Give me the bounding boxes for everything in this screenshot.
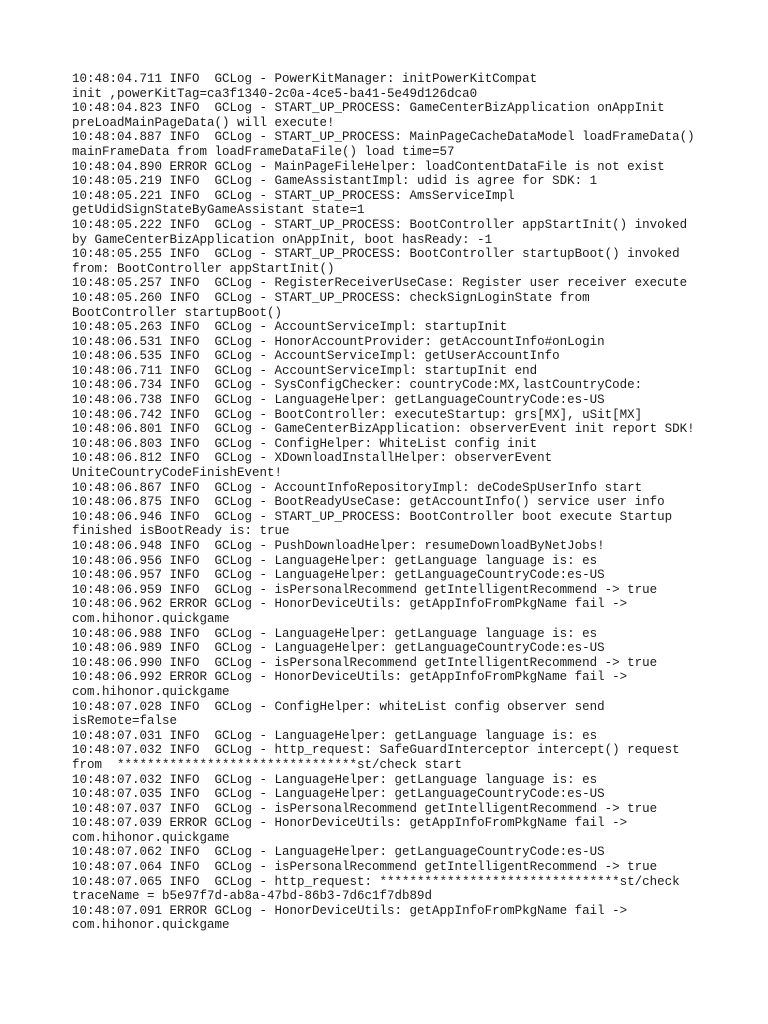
log-line: com.hihonor.quickgame — [72, 830, 230, 845]
log-line: 10:48:06.989 INFO GCLog - LanguageHelper: getLanguageCountryCode:es-US — [72, 641, 605, 656]
log-line: 10:48:07.031 INFO GCLog - LanguageHelper: getLanguage language is: es — [72, 728, 598, 743]
log-line: 10:48:07.064 INFO GCLog - isPersonalRecommend getIntelligentRecommend -> true — [72, 860, 658, 875]
log-line: 10:48:05.263 INFO GCLog - AccountServiceImpl: startupInit — [72, 320, 508, 335]
log-line: 10:48:06.875 INFO GCLog - BootReadyUseCase: getAccountInfo() service user info — [72, 495, 665, 510]
log-line: 10:48:06.742 INFO GCLog - BootController: executeStartup: grs[MX], uSit[MX] — [72, 407, 643, 422]
log-line: 10:48:06.962 ERROR GCLog - HonorDeviceUtils: getAppInfoFromPkgName fail -> — [72, 597, 628, 612]
log-line: 10:48:06.957 INFO GCLog - LanguageHelper: getLanguageCountryCode:es-US — [72, 568, 605, 583]
log-line: 10:48:06.867 INFO GCLog - AccountInfoRepositoryImpl: deCodeSpUserInfo start — [72, 480, 643, 495]
log-line: 10:48:05.219 INFO GCLog - GameAssistantImpl: udid is agree for SDK: 1 — [72, 174, 598, 189]
log-line: 10:48:06.535 INFO GCLog - AccountServiceImpl: getUserAccountInfo — [72, 349, 560, 364]
log-line: 10:48:05.222 INFO GCLog - START_UP_PROCESS: BootController appStartInit() invoked — [72, 217, 688, 232]
log-line: 10:48:04.887 INFO GCLog - START_UP_PROCESS: MainPageCacheDataModel loadFrameData() — [72, 130, 695, 145]
log-line: 10:48:05.260 INFO GCLog - START_UP_PROCESS: checkSignLoginState from — [72, 290, 590, 305]
log-line: 10:48:05.257 INFO GCLog - RegisterReceiverUseCase: Register user receiver execute — [72, 276, 688, 291]
log-line: 10:48:04.823 INFO GCLog - START_UP_PROCESS: GameCenterBizApplication onAppInit — [72, 101, 665, 116]
log-line: com.hihonor.quickgame — [72, 611, 230, 626]
log-line: getUdidSignStateByGameAssistant state=1 — [72, 203, 365, 218]
log-line: com.hihonor.quickgame — [72, 684, 230, 699]
log-line: 10:48:06.531 INFO GCLog - HonorAccountProvider: getAccountInfo#onLogin — [72, 334, 605, 349]
log-line: traceName = b5e97f7d-ab8a-47bd-86b3-7d6c1f7db89d — [72, 889, 433, 904]
log-line: 10:48:07.032 INFO GCLog - LanguageHelper: getLanguage language is: es — [72, 772, 598, 787]
log-line: finished isBootReady is: true — [72, 524, 290, 539]
log-line: 10:48:06.738 INFO GCLog - LanguageHelper: getLanguageCountryCode:es-US — [72, 393, 605, 408]
log-line: 10:48:05.255 INFO GCLog - START_UP_PROCESS: BootController startupBoot() invoked — [72, 247, 680, 262]
log-line: 10:48:07.062 INFO GCLog - LanguageHelper: getLanguageCountryCode:es-US — [72, 845, 605, 860]
log-line: 10:48:06.948 INFO GCLog - PushDownloadHelper: resumeDownloadByNetJobs! — [72, 539, 605, 553]
log-line: 10:48:06.812 INFO GCLog - XDownloadInstallHelper: observerEvent — [72, 451, 553, 466]
log-line: 10:48:04.711 INFO GCLog - PowerKitManager: initPowerKitCompat — [72, 72, 538, 86]
log-line: 10:48:06.946 INFO GCLog - START_UP_PROCESS: BootController boot execute Startup — [72, 509, 673, 524]
log-line: isRemote=false — [72, 714, 178, 729]
log-line: 10:48:07.065 INFO GCLog - http_request: ********************************st/check — [72, 874, 680, 889]
log-line: 10:48:06.988 INFO GCLog - LanguageHelper: getLanguage language is: es — [72, 626, 598, 641]
log-line: 10:48:07.039 ERROR GCLog - HonorDeviceUtils: getAppInfoFromPkgName fail -> — [72, 816, 628, 831]
log-line: from: BootController appStartInit() — [72, 261, 335, 276]
log-line: from ********************************st/check start — [72, 757, 463, 772]
log-line: 10:48:06.990 INFO GCLog - isPersonalRecommend getIntelligentRecommend -> true — [72, 655, 658, 670]
log-text-block — [72, 72, 712, 933]
log-line: by GameCenterBizApplication onAppInit, boot hasReady: -1 — [72, 232, 493, 247]
log-line: 10:48:07.032 INFO GCLog - http_request: SafeGuardInterceptor intercept() request — [72, 743, 680, 758]
log-line: 10:48:06.734 INFO GCLog - SysConfigChecker: countryCode:MX,lastCountryCode: — [72, 378, 643, 393]
log-line: preLoadMainPageData() will execute! — [72, 115, 335, 130]
log-line: 10:48:04.890 ERROR GCLog - MainPageFileHelper: loadContentDataFile is not exist — [72, 159, 665, 174]
log-line: 10:48:07.028 INFO GCLog - ConfigHelper: whiteList config observer send — [72, 699, 605, 714]
log-line: com.hihonor.quickgame — [72, 918, 230, 933]
log-line: 10:48:07.035 INFO GCLog - LanguageHelper: getLanguageCountryCode:es-US — [72, 787, 605, 802]
log-line: 10:48:07.091 ERROR GCLog - HonorDeviceUtils: getAppInfoFromPkgName fail -> — [72, 903, 628, 918]
log-line: 10:48:06.956 INFO GCLog - LanguageHelper: getLanguage language is: es — [72, 553, 598, 568]
log-line: init ,powerKitTag=ca3f1340-2c0a-4ce5-ba41-5e49d126dca0 — [72, 86, 478, 101]
log-line: 10:48:06.959 INFO GCLog - isPersonalRecommend getIntelligentRecommend -> true — [72, 582, 658, 597]
log-line: BootController startupBoot() — [72, 305, 283, 320]
log-line: 10:48:06.992 ERROR GCLog - HonorDeviceUtils: getAppInfoFromPkgName fail -> — [72, 670, 628, 685]
log-line: 10:48:06.711 INFO GCLog - AccountServiceImpl: startupInit end — [72, 363, 538, 378]
log-line: 10:48:05.221 INFO GCLog - START_UP_PROCESS: AmsServiceImpl — [72, 188, 515, 203]
log-line: UniteCountryCodeFinishEvent! — [72, 466, 283, 481]
log-line: 10:48:07.037 INFO GCLog - isPersonalRecommend getIntelligentRecommend -> true — [72, 801, 658, 816]
log-line: mainFrameData from loadFrameDataFile() load time=57 — [72, 144, 455, 159]
log-line: 10:48:06.801 INFO GCLog - GameCenterBizApplication: observerEvent init report SDK! — [72, 422, 695, 437]
log-line: 10:48:06.803 INFO GCLog - ConfigHelper: WhiteList config init — [72, 436, 538, 451]
